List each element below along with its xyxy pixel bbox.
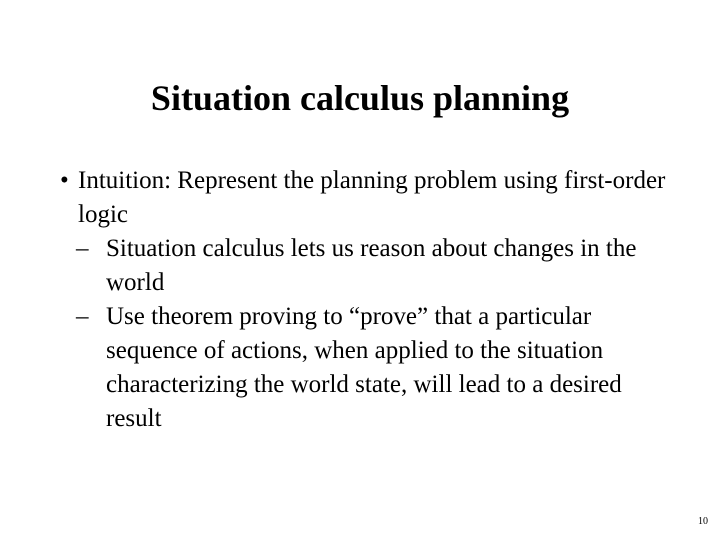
- bullet-item: [58, 164, 678, 232]
- sub-bullet-marker: –: [76, 303, 89, 330]
- sub-bullet-text: Situation calculus lets us reason about changes in the world: [106, 235, 637, 296]
- slide-body: [58, 164, 678, 436]
- sub-bullet-text: Use theorem proving to “prove” that a particular sequence of actions, when applied to the situation characterizing the world state, will lead to a desired result: [106, 303, 622, 432]
- page-number: 10: [698, 516, 708, 527]
- bullet-marker: •: [60, 167, 69, 194]
- bullet-text: Intuition: Represent the planning problem using first-order logic: [78, 167, 666, 228]
- sub-bullet-marker: –: [76, 235, 89, 262]
- sub-bullet-item: [76, 300, 678, 436]
- sub-bullet-list: [76, 232, 678, 436]
- sub-bullet-item: [76, 232, 678, 300]
- slide-title: Situation calculus planning: [150, 78, 570, 118]
